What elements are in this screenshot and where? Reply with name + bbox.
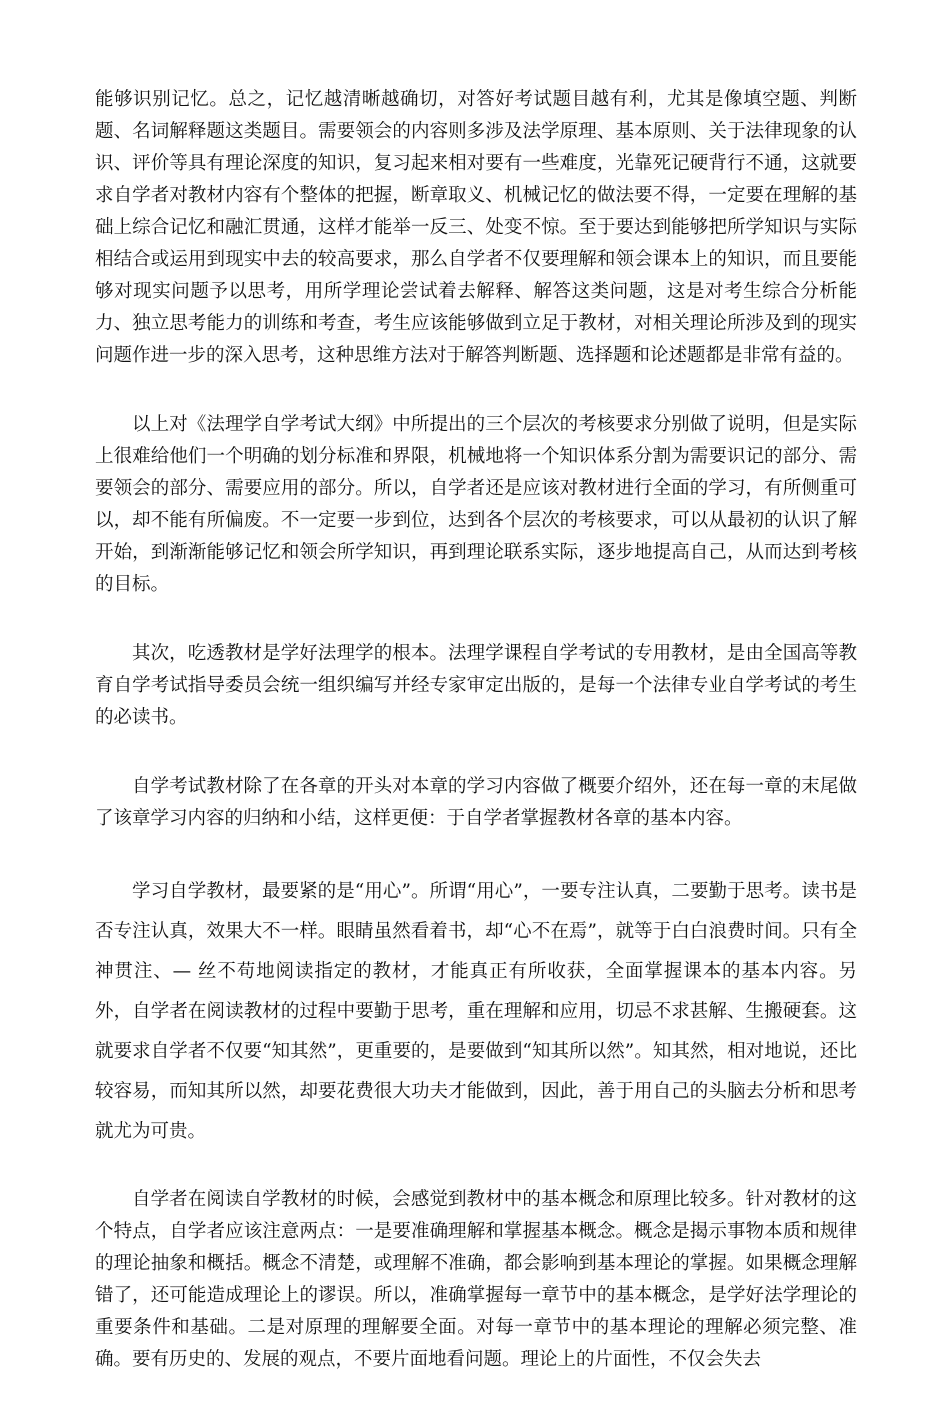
paragraph-attentive-reading: 学习自学教材，最要紧的是“用心”。所谓“用心”，一要专注认真，二要勤于思考。读书是否专注认真，效果大不一样。眼睛虽然看着书，却“心不在焉”，就等于白白浪费时间。只有全神贯注、— 丝不苟地阅读指定的教材，才能真正有所收获，全面掌握课本的基本内容。另外，自学者在阅读教材的过程中要勤于思考，重在理解和应用，切忌不求甚解、生搬硬套。这就要求自学者不仅要“知其然”，更重要的，是要做到“知其所以然”。知其然，相对地说，还比较容易，而知其所以然，却要花费很大功夫才能做到，因此，善于用自己的头脑去分析和思考就尤为可贵。	[95, 881, 857, 1142]
paragraph-textbook-structure: 自学考试教材除了在各章的开头对本章的学习内容做了概要介绍外，还在每一章的末尾做了该章学习内容的归纳和小结，这样更便：于自学者掌握教材各章的基本内容。	[95, 776, 857, 829]
paragraph-textbook-foundation: 其次，吃透教材是学好法理学的根本。法理学课程自学考试的专用教材，是由全国高等教育自学考试指导委员会统一组织编写并经专家审定出版的，是每一个法律专业自学考试的考生的必读书。	[95, 643, 857, 728]
paragraph-concepts-and-principles: 自学者在阅读自学教材的时候，会感觉到教材中的基本概念和原理比较多。针对教材的这个特点，自学者应该注意两点：一是要准确理解和掌握基本概念。概念是揭示事物本质和规律的理论抽象和概括。概念不清楚，或理解不准确，都会影响到基本理论的掌握。如果概念理解错了，还可能造成理论上的谬误。所以，准确掌握每一章节中的基本概念，是学好法学理论的重要条件和基础。二是对原理的理解要全面。对每一章节中的基本理论的理解必须完整、准确。要有历史的、发展的观点，不要片面地看问题。理论上的片面性，不仅会失去	[95, 1189, 857, 1370]
body-text	[95, 84, 857, 1413]
paragraph-exam-levels-summary: 以上对《法理学自学考试大纲》中所提出的三个层次的考核要求分别做了说明，但是实际上很难给他们一个明确的划分标准和界限，机械地将一个知识体系分割为需要识记的部分、需要领会的部分、需要应用的部分。所以，自学者还是应该对教材进行全面的学习，有所侧重可以，却不能有所偏废。不一定要一步到位，达到各个层次的考核要求，可以从最初的认识了解开始，到渐渐能够记忆和领会所学知识，再到理论联系实际，逐步地提高自己，从而达到考核的目标。	[95, 414, 857, 595]
paragraph-continued: 能够识别记忆。总之，记忆越清晰越确切，对答好考试题目越有利，尤其是像填空题、判断题、名词解释题这类题目。需要领会的内容则多涉及法学原理、基本原则、关于法律现象的认识、评价等具有理论深度的知识，复习起来相对要有一些难度，光靠死记硬背行不通，这就要求自学者对教材内容有个整体的把握，断章取义、机械记忆的做法要不得，一定要在理解的基础上综合记忆和融汇贯通，这样才能举一反三、处变不惊。至于要达到能够把所学知识与实际相结合或运用到现实中去的较高要求，那么自学者不仅要理解和领会课本上的知识，而且要能够对现实问题予以思考，用所学理论尝试着去解释、解答这类问题，这是对考生综合分析能力、独立思考能力的训练和考查，考生应该能够做到立足于教材，对相关理论所涉及到的现实问题作进一步的深入思考，这种思维方法对于解答判断题、选择题和论述题都是非常有益的。	[95, 89, 857, 366]
